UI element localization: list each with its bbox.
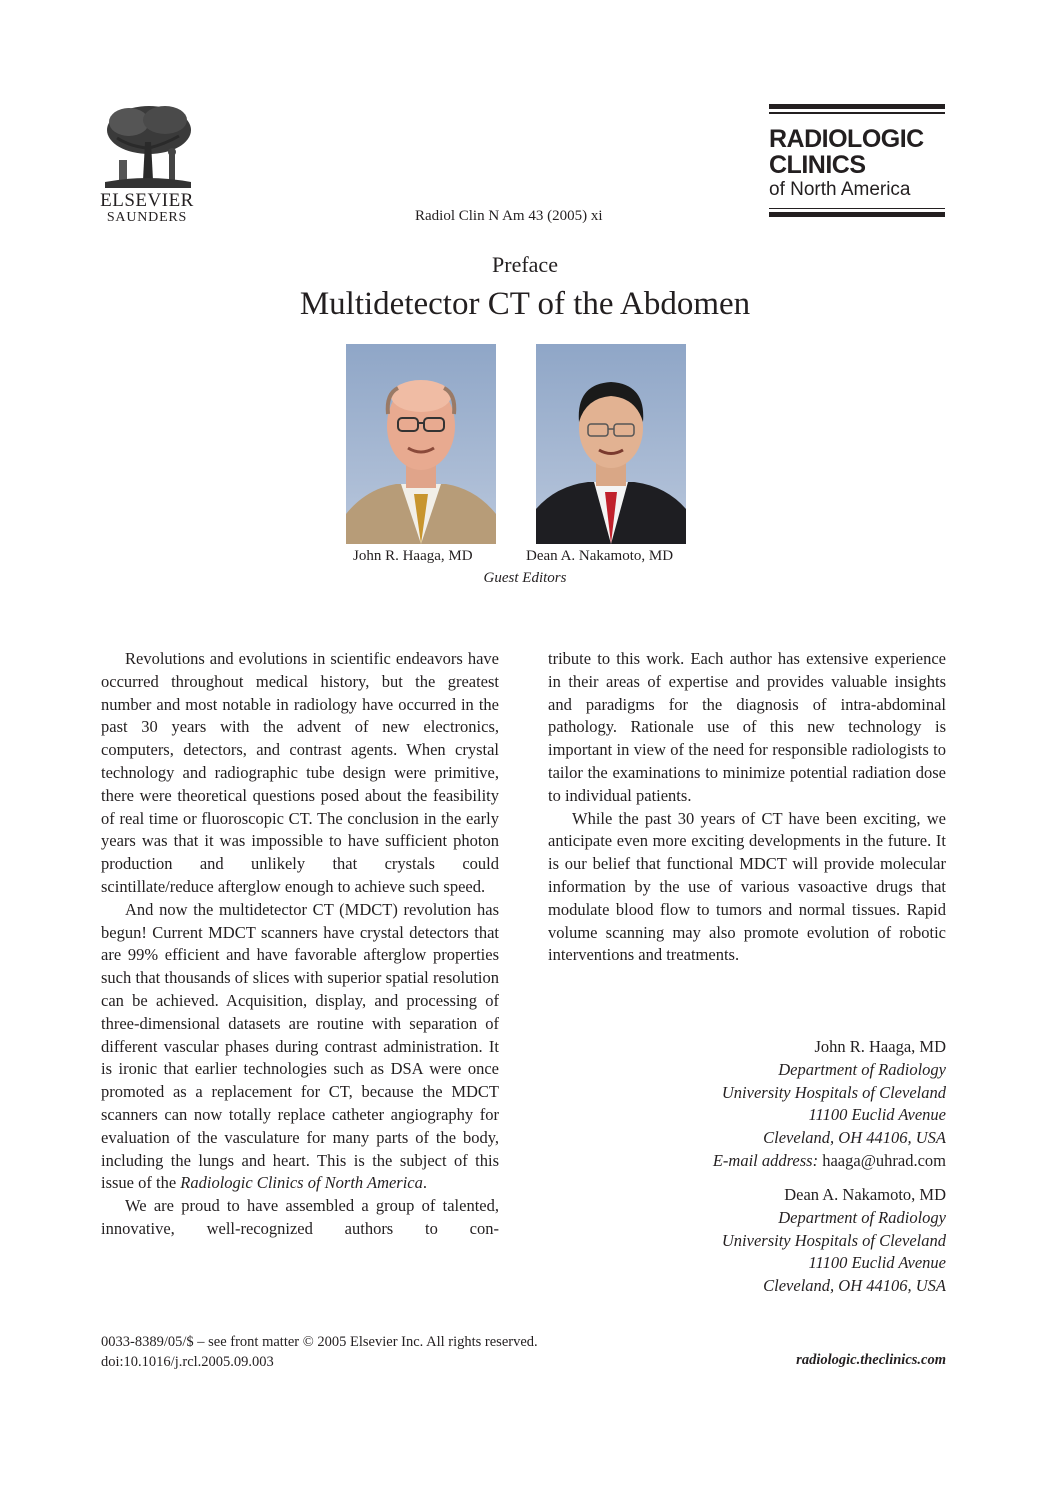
body-column-left <box>101 648 499 1241</box>
journal-name-line1: RADIOLOGIC <box>769 124 924 153</box>
editor-photo-nakamoto <box>536 344 686 544</box>
author-institution: University Hospitals of Cleveland <box>721 1230 946 1250</box>
elsevier-tree-icon <box>99 102 195 190</box>
article-title: Multidetector CT of the Abdomen <box>299 286 751 322</box>
guest-editors-label: Guest Editors <box>483 570 567 586</box>
masthead-rule-top-thin <box>769 112 945 114</box>
editor-caption-1: John R. Haaga, MD <box>353 548 473 564</box>
author-city: Cleveland, OH 44106, USA <box>763 1128 946 1148</box>
author-street: 11100 Euclid Avenue <box>808 1105 946 1125</box>
doi-line: doi:10.1016/j.rcl.2005.09.003 <box>101 1354 274 1370</box>
paragraph: While the past 30 years of CT have been exciting, we anticipate even more exciting developments in the future. It is our belief that functional MDCT will provide molecular information by the use of various vasoactive drugs that modulate blood flow to tumors and normal tissues. Rapid volume scanning may also promote evolution of robotic interventions and treatments. <box>548 808 946 965</box>
author-department: Department of Radiology <box>778 1059 946 1079</box>
publisher-name-line1: ELSEVIER <box>100 190 194 211</box>
author-department: Department of Radiology <box>778 1207 946 1227</box>
author-address-2 <box>600 1184 946 1298</box>
publisher-logo <box>97 102 197 225</box>
masthead-rule-top <box>769 104 945 109</box>
paragraph: We are proud to have assembled a group of talented, innovative, well-recognized authors to con- <box>101 1196 499 1238</box>
publisher-name-line2: SAUNDERS <box>106 210 188 225</box>
author-street: 11100 Euclid Avenue <box>808 1253 946 1273</box>
paragraph-end: . <box>422 1173 428 1193</box>
journal-name-line3: of North America <box>769 178 911 200</box>
paragraph <box>101 899 499 1195</box>
email-label: E-mail address: <box>712 1150 819 1170</box>
author-institution: University Hospitals of Cleveland <box>721 1082 946 1102</box>
author-name: John R. Haaga, MD <box>814 1037 946 1056</box>
editor-photo-haaga <box>346 344 496 544</box>
paragraph: tribute to this work. Each author has extensive experience in their areas of expertise and provides valuable insights and paradigms for the diagnosis of intra-abdominal pathology. Rationale use of this new technology is important in view of the need for responsible radiologists to tailor the examinations to minimize potential radiation dose to individual patients. <box>548 649 946 805</box>
copyright-line: 0033-8389/05/$ – see front matter © 2005 Elsevier Inc. All rights reserved. <box>101 1334 538 1350</box>
journal-website-link[interactable]: radiologic.theclinics.com <box>796 1352 946 1368</box>
masthead-rule-bottom <box>769 212 945 217</box>
editor-caption-2: Dean A. Nakamoto, MD <box>526 548 674 564</box>
author-address-1 <box>600 1036 946 1173</box>
paragraph: Revolutions and evolutions in scientific endeavors have occurred throughout medical history, but the greatest number and most notable in radiology have occurred in the past 30 years with the advent of new electronics, computers, detectors, and contrast agents. When crystal technology and radiographic tube design were primitive, there were theoretical questions posed about the feasibility of real time or fluoroscopic CT. The conclusion in the early years was that it was impossible to have sufficient photon production and unlikely that crystals could scintillate/reduce afterglow enough to achieve such speed. <box>101 649 499 896</box>
author-email-link[interactable]: haaga@uhrad.com <box>822 1150 946 1170</box>
journal-masthead <box>769 104 945 217</box>
journal-reference: Radiologic Clinics of North America <box>180 1173 423 1193</box>
footer <box>101 1332 538 1372</box>
author-name: Dean A. Nakamoto, MD <box>784 1185 946 1204</box>
author-city: Cleveland, OH 44106, USA <box>763 1276 946 1296</box>
body-column-right <box>548 648 946 967</box>
paragraph-text: And now the multidetector CT (MDCT) revolution has begun! Current MDCT scanners have crystal detectors that are 99% efficient and have favorable afterglow properties such that thousands of slices with superior spatial resolution can be achieved. Acquisition, display, and processing of three-dimensional datasets are routine with separation of different vascular phases during contrast administration. It is ironic that earlier technologies such as DSA were once promoted as a replacement for CT, because the MDCT scanners can now totally replace catheter angiography for evaluation of the vasculature for many parts of the body, including the lungs and heart. This is the subject of this issue of the <box>101 899 499 1193</box>
journal-name-line2: CLINICS <box>769 150 866 179</box>
section-label: Preface <box>492 252 558 277</box>
masthead-rule-bottom-thin <box>769 208 945 210</box>
citation: Radiol Clin N Am 43 (2005) xi <box>415 208 603 224</box>
